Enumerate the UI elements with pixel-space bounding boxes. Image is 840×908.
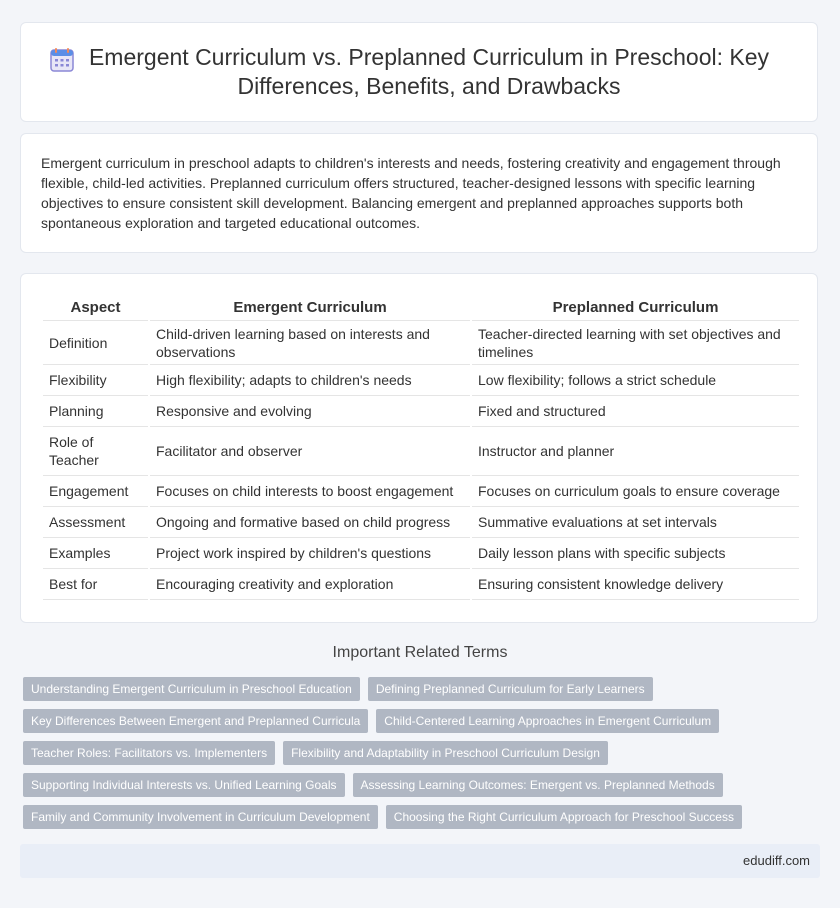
column-header: Preplanned Curriculum [471, 294, 799, 321]
table-row [43, 569, 799, 600]
column-header: Emergent Curriculum [149, 294, 471, 321]
table-cell: Summative evaluations at set intervals [471, 507, 799, 538]
related-term-tag[interactable]: Understanding Emergent Curriculum in Preschool Education [23, 677, 360, 701]
table-cell: Flexibility [43, 365, 149, 396]
related-term-tag[interactable]: Flexibility and Adaptability in Preschool Curriculum Design [283, 741, 608, 765]
table-cell: Fixed and structured [471, 396, 799, 427]
page-title: Emergent Curriculum vs. Preplanned Curriculum in Preschool: Key Differences, Benefits, and Drawbacks [88, 44, 770, 99]
table-cell: Definition [43, 321, 149, 365]
table-row [43, 538, 799, 569]
table-cell: High flexibility; adapts to children's needs [149, 365, 471, 396]
table-cell: Ongoing and formative based on child progress [149, 507, 471, 538]
table-row [43, 507, 799, 538]
related-term-tag[interactable]: Family and Community Involvement in Curriculum Development [23, 805, 378, 829]
table-row [43, 321, 799, 365]
table-cell: Encouraging creativity and exploration [149, 569, 471, 600]
related-term-tag[interactable]: Supporting Individual Interests vs. Unified Learning Goals [23, 773, 345, 797]
table-cell: Low flexibility; follows a strict schedule [471, 365, 799, 396]
table-cell: Role of Teacher [43, 427, 149, 476]
table-cell: Daily lesson plans with specific subjects [471, 538, 799, 569]
table-row [43, 365, 799, 396]
column-header: Aspect [43, 294, 149, 321]
related-term-tag[interactable]: Assessing Learning Outcomes: Emergent vs. Preplanned Methods [353, 773, 723, 797]
table-header-row [43, 294, 799, 321]
site-link[interactable]: edudiff.com [743, 853, 810, 868]
table-cell: Engagement [43, 476, 149, 507]
table-cell: Focuses on child interests to boost engagement [149, 476, 471, 507]
table-cell: Examples [43, 538, 149, 569]
footer [20, 844, 820, 878]
comparison-table [43, 294, 799, 600]
table-cell: Best for [43, 569, 149, 600]
related-terms-list [23, 677, 783, 837]
calendar-icon [49, 47, 75, 73]
table-cell: Ensuring consistent knowledge delivery [471, 569, 799, 600]
table-cell: Teacher-directed learning with set objectives and timelines [471, 321, 799, 365]
table-row [43, 427, 799, 476]
table-cell: Focuses on curriculum goals to ensure coverage [471, 476, 799, 507]
related-term-tag[interactable]: Teacher Roles: Facilitators vs. Implementers [23, 741, 275, 765]
table-cell: Child-driven learning based on interests and observations [149, 321, 471, 365]
table-cell: Assessment [43, 507, 149, 538]
comparison-card [20, 273, 818, 623]
table-row [43, 396, 799, 427]
table-cell: Responsive and evolving [149, 396, 471, 427]
related-term-tag[interactable]: Child-Centered Learning Approaches in Emergent Curriculum [376, 709, 719, 733]
table-cell: Instructor and planner [471, 427, 799, 476]
table-row [43, 476, 799, 507]
related-terms-title: Important Related Terms [332, 644, 508, 661]
table-cell: Project work inspired by children's questions [149, 538, 471, 569]
related-term-tag[interactable]: Key Differences Between Emergent and Preplanned Curricula [23, 709, 368, 733]
table-cell: Facilitator and observer [149, 427, 471, 476]
header-card [20, 22, 818, 122]
intro-card [20, 133, 818, 253]
related-term-tag[interactable]: Choosing the Right Curriculum Approach for Preschool Success [386, 805, 742, 829]
intro-text: Emergent curriculum in preschool adapts to children's interests and needs, fostering creativity and engagement through flexible, child-led activities. Preplanned curriculum offers structured, teacher-designed lessons with specific learning objectives to ensure consistent skill development. Balancing emergent and preplanned approaches supports both spontaneous exploration and targeted educational outcomes. [41, 155, 781, 231]
related-term-tag[interactable]: Defining Preplanned Curriculum for Early Learners [368, 677, 653, 701]
table-cell: Planning [43, 396, 149, 427]
